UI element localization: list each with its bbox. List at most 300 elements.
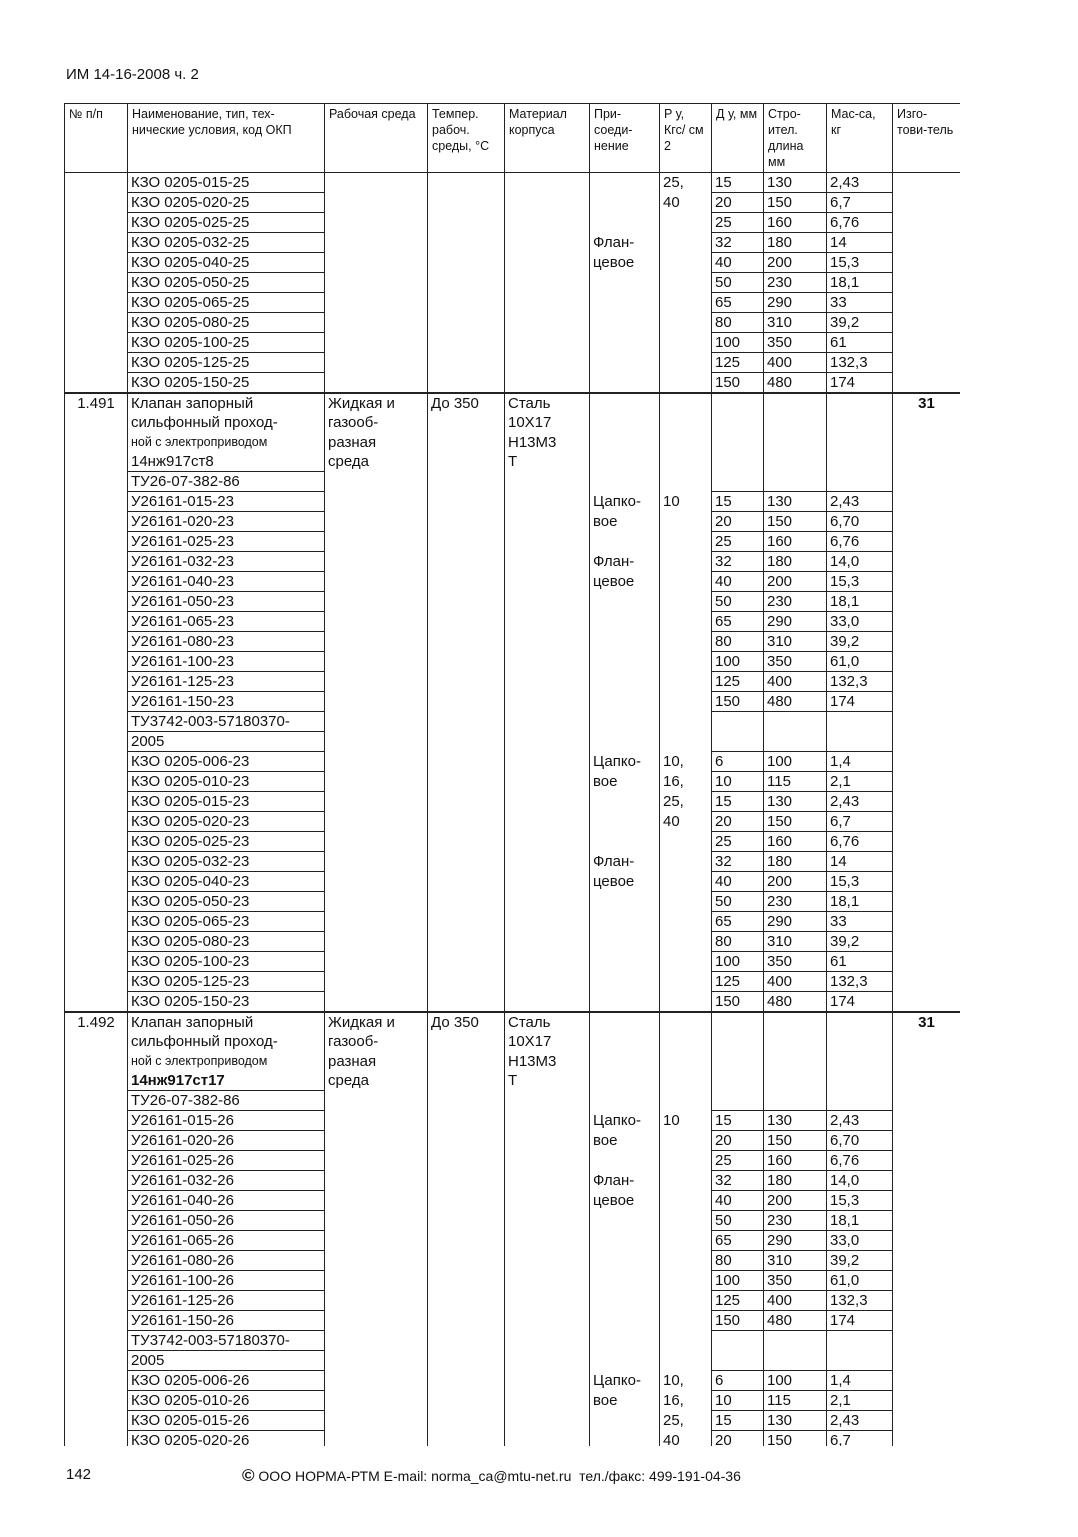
table-cell bbox=[660, 233, 712, 253]
table-cell: 15 bbox=[712, 1411, 764, 1431]
table-cell bbox=[660, 1311, 712, 1331]
table-cell bbox=[65, 932, 128, 952]
table-cell bbox=[65, 213, 128, 233]
table-cell bbox=[590, 1071, 660, 1091]
table-cell bbox=[893, 373, 961, 394]
table-cell: 6,7 bbox=[827, 193, 893, 213]
table-cell bbox=[325, 1291, 428, 1311]
table-cell bbox=[893, 452, 961, 472]
table-cell: 350 bbox=[764, 1271, 827, 1291]
table-row bbox=[65, 1411, 961, 1431]
table-cell bbox=[505, 1111, 590, 1131]
table-cell bbox=[65, 532, 128, 552]
table-cell bbox=[893, 1371, 961, 1391]
table-row bbox=[65, 812, 961, 832]
table-cell bbox=[505, 892, 590, 912]
table-row bbox=[65, 572, 961, 592]
table-cell bbox=[65, 353, 128, 373]
table-cell: ТУ3742-003-57180370- bbox=[128, 712, 325, 732]
table-cell bbox=[505, 193, 590, 213]
table-cell bbox=[428, 1091, 505, 1111]
table-row bbox=[65, 852, 961, 872]
table-cell bbox=[325, 732, 428, 752]
table-cell: У26161-032-26 bbox=[128, 1171, 325, 1191]
table-cell bbox=[590, 393, 660, 413]
table-cell bbox=[505, 1331, 590, 1351]
table-cell: 40 bbox=[712, 572, 764, 592]
table-cell bbox=[590, 692, 660, 712]
table-cell: 80 bbox=[712, 1251, 764, 1271]
table-cell bbox=[505, 632, 590, 652]
table-cell bbox=[660, 532, 712, 552]
table-cell bbox=[827, 452, 893, 472]
table-cell: 1.492 bbox=[65, 1012, 128, 1032]
table-cell: 310 bbox=[764, 1251, 827, 1271]
column-header: При-соеди-нение bbox=[590, 104, 660, 173]
table-cell: У26161-100-23 bbox=[128, 652, 325, 672]
table-cell: 6,76 bbox=[827, 213, 893, 233]
table-cell bbox=[660, 1032, 712, 1052]
table-cell bbox=[827, 472, 893, 492]
table-cell bbox=[325, 1091, 428, 1111]
table-cell: 100 bbox=[764, 1371, 827, 1391]
column-header: Д у, мм bbox=[712, 104, 764, 173]
table-cell bbox=[325, 492, 428, 512]
column-header: № п/п bbox=[65, 104, 128, 173]
table-cell: У26161-050-23 bbox=[128, 592, 325, 612]
table-cell bbox=[712, 1091, 764, 1111]
table-cell bbox=[590, 532, 660, 552]
table-cell: 310 bbox=[764, 932, 827, 952]
table-cell bbox=[893, 1052, 961, 1072]
table-cell: 6,76 bbox=[827, 532, 893, 552]
table-cell bbox=[505, 912, 590, 932]
table-cell bbox=[428, 1071, 505, 1091]
table-cell: Т bbox=[505, 1071, 590, 1091]
table-cell bbox=[325, 1231, 428, 1251]
table-row bbox=[65, 253, 961, 273]
table-cell: 174 bbox=[827, 1311, 893, 1331]
column-header: Изго-тови-тель bbox=[893, 104, 961, 173]
table-cell bbox=[505, 1251, 590, 1271]
table-cell bbox=[590, 452, 660, 472]
table-cell: 2,43 bbox=[827, 1111, 893, 1131]
table-cell: 132,3 bbox=[827, 353, 893, 373]
table-cell: разная bbox=[325, 1052, 428, 1072]
table-row bbox=[65, 1371, 961, 1391]
table-cell bbox=[660, 273, 712, 293]
table-cell: 61,0 bbox=[827, 652, 893, 672]
table-cell bbox=[893, 892, 961, 912]
table-cell bbox=[893, 1131, 961, 1151]
table-cell bbox=[325, 472, 428, 492]
table-cell bbox=[764, 1351, 827, 1371]
table-cell bbox=[505, 932, 590, 952]
table-cell bbox=[428, 792, 505, 812]
table-cell bbox=[660, 1331, 712, 1351]
table-cell bbox=[893, 1211, 961, 1231]
table-cell bbox=[65, 313, 128, 333]
table-cell: 61 bbox=[827, 333, 893, 353]
table-cell bbox=[893, 213, 961, 233]
table-row bbox=[65, 1171, 961, 1191]
table-cell bbox=[65, 672, 128, 692]
table-cell: 160 bbox=[764, 213, 827, 233]
table-cell bbox=[660, 1211, 712, 1231]
table-cell bbox=[893, 692, 961, 712]
table-row bbox=[65, 992, 961, 1013]
table-cell: До 350 bbox=[428, 1012, 505, 1032]
table-cell bbox=[65, 992, 128, 1013]
table-cell: КЗО 0205-125-23 bbox=[128, 972, 325, 992]
table-cell bbox=[65, 512, 128, 532]
table-cell bbox=[505, 373, 590, 394]
table-cell bbox=[428, 1251, 505, 1271]
table-row bbox=[65, 952, 961, 972]
table-cell bbox=[65, 1411, 128, 1431]
table-cell bbox=[590, 1211, 660, 1231]
table-cell bbox=[325, 532, 428, 552]
table-cell bbox=[660, 1131, 712, 1151]
table-cell bbox=[893, 1331, 961, 1351]
table-cell bbox=[590, 472, 660, 492]
table-cell bbox=[505, 472, 590, 492]
table-cell bbox=[712, 452, 764, 472]
table-cell: Сталь bbox=[505, 1012, 590, 1032]
table-cell bbox=[712, 472, 764, 492]
table-cell bbox=[505, 952, 590, 972]
table-cell bbox=[660, 1012, 712, 1032]
table-cell: ТУ26-07-382-86 bbox=[128, 1091, 325, 1111]
table-cell bbox=[764, 472, 827, 492]
table-cell bbox=[325, 1431, 428, 1447]
table-cell: 32 bbox=[712, 852, 764, 872]
table-cell: 18,1 bbox=[827, 1211, 893, 1231]
table-cell bbox=[428, 492, 505, 512]
table-cell bbox=[428, 752, 505, 772]
table-cell: 25 bbox=[712, 532, 764, 552]
table-cell bbox=[65, 712, 128, 732]
table-row bbox=[65, 1071, 961, 1091]
table-cell bbox=[660, 1091, 712, 1111]
table-cell bbox=[428, 932, 505, 952]
table-cell: 80 bbox=[712, 313, 764, 333]
table-row bbox=[65, 592, 961, 612]
table-cell: 25 bbox=[712, 213, 764, 233]
table-cell: 39,2 bbox=[827, 932, 893, 952]
table-cell bbox=[505, 992, 590, 1013]
column-header: Мас-са, кг bbox=[827, 104, 893, 173]
table-cell bbox=[65, 832, 128, 852]
table-row bbox=[65, 1331, 961, 1351]
table-cell bbox=[660, 413, 712, 433]
table-cell: 150 bbox=[712, 373, 764, 394]
table-cell: 230 bbox=[764, 892, 827, 912]
table-cell bbox=[428, 1271, 505, 1291]
table-cell bbox=[893, 1111, 961, 1131]
table-cell bbox=[764, 712, 827, 732]
table-cell: 2,43 bbox=[827, 792, 893, 812]
table-cell bbox=[764, 1052, 827, 1072]
table-cell: 33,0 bbox=[827, 1231, 893, 1251]
table-cell: 2,1 bbox=[827, 1391, 893, 1411]
table-cell: 10Х17 bbox=[505, 413, 590, 433]
column-header: P у, Кгс/ см 2 bbox=[660, 104, 712, 173]
table-cell: У26161-065-23 bbox=[128, 612, 325, 632]
table-cell: 150 bbox=[712, 992, 764, 1013]
table-row bbox=[65, 1391, 961, 1411]
table-cell bbox=[827, 1052, 893, 1072]
table-cell: 80 bbox=[712, 632, 764, 652]
table-row bbox=[65, 552, 961, 572]
table-cell bbox=[712, 732, 764, 752]
table-cell bbox=[325, 772, 428, 792]
table-cell: КЗО 0205-020-25 bbox=[128, 193, 325, 213]
table-row bbox=[65, 1231, 961, 1251]
table-row bbox=[65, 1291, 961, 1311]
table-cell bbox=[325, 353, 428, 373]
table-cell: 160 bbox=[764, 832, 827, 852]
table-cell: 18,1 bbox=[827, 892, 893, 912]
table-cell bbox=[428, 612, 505, 632]
table-cell bbox=[893, 772, 961, 792]
table-cell bbox=[428, 433, 505, 453]
table-cell: 150 bbox=[764, 193, 827, 213]
table-cell bbox=[660, 393, 712, 413]
table-cell bbox=[712, 1351, 764, 1371]
table-cell: 350 bbox=[764, 952, 827, 972]
table-cell bbox=[325, 1111, 428, 1131]
table-cell bbox=[590, 373, 660, 394]
table-cell bbox=[893, 492, 961, 512]
table-body bbox=[65, 173, 961, 1447]
table-cell bbox=[65, 732, 128, 752]
table-cell bbox=[893, 353, 961, 373]
table-cell bbox=[660, 1071, 712, 1091]
table-cell: КЗО 0205-065-25 bbox=[128, 293, 325, 313]
table-cell bbox=[505, 1211, 590, 1231]
table-row bbox=[65, 1111, 961, 1131]
table-cell bbox=[325, 752, 428, 772]
table-cell bbox=[325, 692, 428, 712]
table-cell bbox=[428, 1391, 505, 1411]
table-cell: 180 bbox=[764, 852, 827, 872]
table-cell bbox=[65, 812, 128, 832]
table-cell bbox=[325, 1171, 428, 1191]
table-cell: вое bbox=[590, 512, 660, 532]
table-cell bbox=[505, 772, 590, 792]
table-cell bbox=[712, 712, 764, 732]
table-cell bbox=[65, 413, 128, 433]
table-cell bbox=[325, 712, 428, 732]
table-cell bbox=[660, 1171, 712, 1191]
table-cell bbox=[660, 572, 712, 592]
table-cell: До 350 bbox=[428, 393, 505, 413]
table-cell bbox=[590, 832, 660, 852]
table-cell: 39,2 bbox=[827, 313, 893, 333]
table-cell bbox=[660, 452, 712, 472]
table-cell bbox=[428, 1191, 505, 1211]
table-cell bbox=[764, 1091, 827, 1111]
table-row bbox=[65, 872, 961, 892]
table-cell: Флан- bbox=[590, 1171, 660, 1191]
table-row bbox=[65, 193, 961, 213]
table-cell bbox=[65, 492, 128, 512]
table-cell bbox=[505, 313, 590, 333]
table-cell bbox=[428, 1371, 505, 1391]
table-cell: 6,70 bbox=[827, 1131, 893, 1151]
table-cell bbox=[660, 992, 712, 1013]
table-cell bbox=[893, 792, 961, 812]
table-cell bbox=[325, 213, 428, 233]
table-cell bbox=[827, 413, 893, 433]
table-cell: 31 bbox=[893, 1012, 961, 1032]
table-cell: 20 bbox=[712, 1131, 764, 1151]
table-cell: У26161-150-23 bbox=[128, 692, 325, 712]
table-cell: 132,3 bbox=[827, 1291, 893, 1311]
table-cell: 160 bbox=[764, 532, 827, 552]
table-cell: Т bbox=[505, 452, 590, 472]
table-row bbox=[65, 652, 961, 672]
table-cell bbox=[764, 452, 827, 472]
table-cell bbox=[505, 972, 590, 992]
column-header: Рабочая среда bbox=[325, 104, 428, 173]
table-row bbox=[65, 512, 961, 532]
table-cell bbox=[590, 672, 660, 692]
table-cell bbox=[660, 1251, 712, 1271]
table-cell bbox=[893, 1271, 961, 1291]
table-cell bbox=[325, 952, 428, 972]
table-cell: 310 bbox=[764, 313, 827, 333]
table-cell bbox=[325, 1411, 428, 1431]
table-cell: 180 bbox=[764, 1171, 827, 1191]
table-cell: КЗО 0205-125-25 bbox=[128, 353, 325, 373]
table-cell: 10, bbox=[660, 1371, 712, 1391]
table-cell: КЗО 0205-050-25 bbox=[128, 273, 325, 293]
table-row bbox=[65, 173, 961, 193]
table-cell bbox=[65, 1032, 128, 1052]
table-cell bbox=[660, 632, 712, 652]
table-cell bbox=[764, 433, 827, 453]
table-cell bbox=[660, 333, 712, 353]
table-cell: вое bbox=[590, 1391, 660, 1411]
table-cell bbox=[428, 1331, 505, 1351]
table-row bbox=[65, 433, 961, 453]
table-cell: 15 bbox=[712, 492, 764, 512]
valves-table bbox=[64, 103, 960, 1446]
table-row bbox=[65, 413, 961, 433]
table-cell: У26161-040-23 bbox=[128, 572, 325, 592]
table-cell: 10 bbox=[712, 1391, 764, 1411]
table-cell bbox=[65, 1371, 128, 1391]
table-cell bbox=[325, 552, 428, 572]
table-cell bbox=[893, 612, 961, 632]
table-cell bbox=[893, 173, 961, 193]
table-cell bbox=[827, 393, 893, 413]
table-cell bbox=[590, 1091, 660, 1111]
table-cell: Жидкая и bbox=[325, 1012, 428, 1032]
table-cell bbox=[660, 592, 712, 612]
table-cell bbox=[660, 952, 712, 972]
table-cell bbox=[428, 413, 505, 433]
table-cell bbox=[712, 433, 764, 453]
table-cell bbox=[428, 333, 505, 353]
table-cell: 6,7 bbox=[827, 812, 893, 832]
table-cell: 25, bbox=[660, 1411, 712, 1431]
table-cell bbox=[893, 912, 961, 932]
table-cell bbox=[660, 1231, 712, 1251]
table-cell bbox=[660, 612, 712, 632]
table-cell: 150 bbox=[764, 512, 827, 532]
table-cell bbox=[505, 572, 590, 592]
table-cell bbox=[893, 253, 961, 273]
table-cell bbox=[325, 1191, 428, 1211]
table-cell bbox=[428, 373, 505, 394]
table-cell bbox=[893, 652, 961, 672]
table-row bbox=[65, 1131, 961, 1151]
table-cell bbox=[428, 1311, 505, 1331]
table-cell bbox=[893, 433, 961, 453]
table-cell: КЗО 0205-010-23 bbox=[128, 772, 325, 792]
table-cell bbox=[893, 233, 961, 253]
table-cell: КЗО 0205-100-25 bbox=[128, 333, 325, 353]
table-cell bbox=[325, 333, 428, 353]
table-cell bbox=[505, 353, 590, 373]
table-cell bbox=[660, 373, 712, 394]
table-cell bbox=[65, 1231, 128, 1251]
table-cell: У26161-125-26 bbox=[128, 1291, 325, 1311]
table-cell: 6,70 bbox=[827, 512, 893, 532]
table-cell bbox=[660, 872, 712, 892]
table-cell bbox=[428, 1111, 505, 1131]
table-cell: 10Х17 bbox=[505, 1032, 590, 1052]
table-cell bbox=[893, 293, 961, 313]
table-cell bbox=[325, 273, 428, 293]
table-cell bbox=[660, 852, 712, 872]
table-cell bbox=[660, 433, 712, 453]
table-cell bbox=[893, 552, 961, 572]
table-cell bbox=[65, 1331, 128, 1351]
table-cell: 6,76 bbox=[827, 832, 893, 852]
table-cell: У26161-080-26 bbox=[128, 1251, 325, 1271]
table-cell bbox=[590, 992, 660, 1013]
table-cell bbox=[590, 712, 660, 732]
table-cell bbox=[712, 413, 764, 433]
table-cell bbox=[660, 692, 712, 712]
table-cell bbox=[590, 1052, 660, 1072]
table-cell: цевое bbox=[590, 1191, 660, 1211]
table-cell bbox=[505, 1431, 590, 1447]
table-cell: 290 bbox=[764, 1231, 827, 1251]
table-cell bbox=[428, 1052, 505, 1072]
table-cell bbox=[590, 592, 660, 612]
table-cell bbox=[65, 872, 128, 892]
table-row bbox=[65, 1311, 961, 1331]
table-cell: 130 bbox=[764, 1111, 827, 1131]
table-cell bbox=[893, 932, 961, 952]
table-cell bbox=[65, 233, 128, 253]
table-cell bbox=[660, 512, 712, 532]
table-cell: 400 bbox=[764, 353, 827, 373]
table-cell bbox=[660, 832, 712, 852]
table-cell: 2,43 bbox=[827, 492, 893, 512]
table-cell bbox=[325, 313, 428, 333]
table-cell: КЗО 0205-015-25 bbox=[128, 173, 325, 193]
table-cell: Цапко- bbox=[590, 1111, 660, 1131]
table-cell: 14,0 bbox=[827, 552, 893, 572]
table-cell bbox=[505, 872, 590, 892]
table-row bbox=[65, 912, 961, 932]
